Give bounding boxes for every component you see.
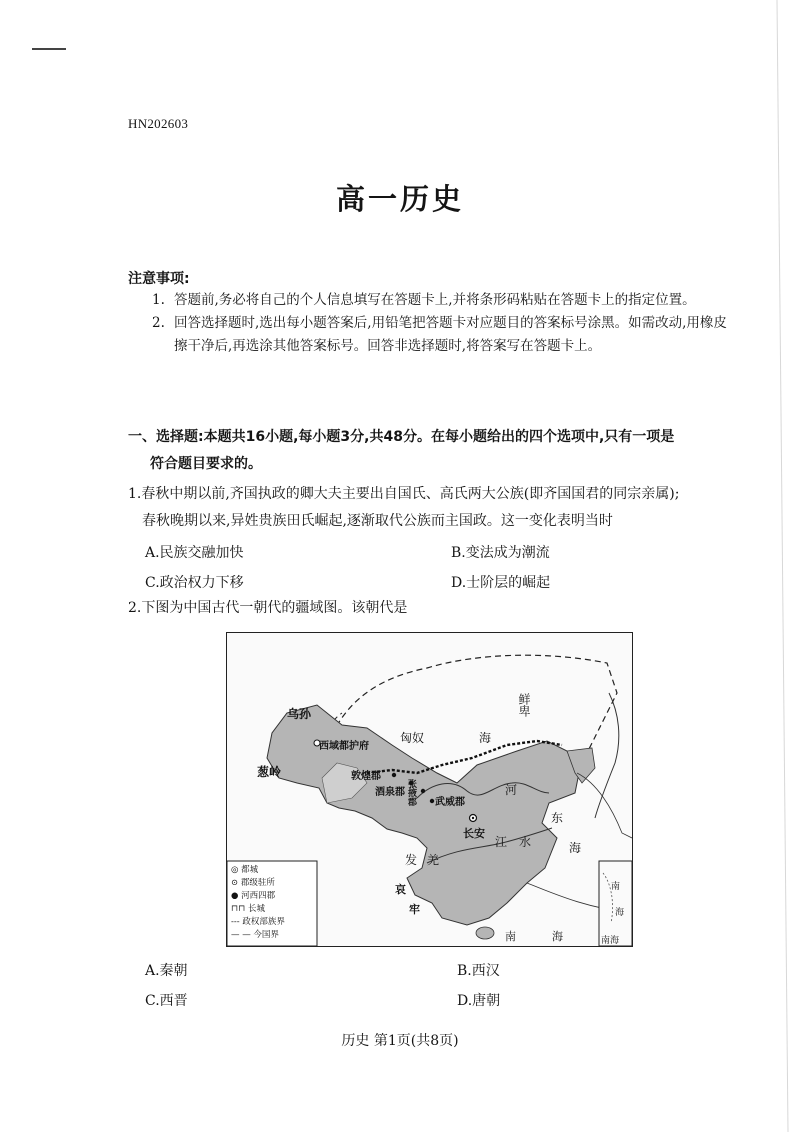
notice-item-text: 答题前,务必将自己的个人信息填写在答题卡上,并将条形码粘贴在答题卡上的指定位置。 (174, 292, 696, 308)
notice-list (148, 289, 738, 358)
option-d[interactable]: D.唐朝 (457, 993, 501, 1009)
option-c[interactable]: C.西晋 (145, 993, 188, 1009)
question-1 (128, 481, 743, 535)
label-lao: 牢 (409, 903, 420, 916)
label-nan: 南 (505, 930, 516, 943)
exam-code: HN202603 (128, 116, 189, 131)
territory-map (226, 632, 633, 947)
legend-border-icon: --- (231, 917, 240, 927)
legend-capital-icon: ◎ (231, 865, 239, 875)
page-footer: 历史 第1页(共8页) (341, 1033, 459, 1049)
inset-title: 南海 (601, 936, 620, 946)
option-d[interactable]: D.士阶层的崛起 (451, 575, 551, 591)
notice-item-2 (148, 312, 738, 358)
question-2-stem: 2.下图为中国古代一朝代的疆域图。该朝代是 (128, 600, 408, 616)
label-shui: 水 (519, 835, 532, 849)
legend-hexi-icon: ● (231, 891, 239, 901)
inset-nan: 南 (611, 882, 621, 892)
section-line-1: 一、选择题:本题共16小题,每小题3分,共48分。在每小题给出的四个选项中,只有一项是 (128, 429, 675, 445)
corner-mark (32, 48, 66, 50)
option-c[interactable]: C.政治权力下移 (145, 575, 244, 591)
label-xiongnu: 匈奴 (400, 731, 425, 745)
label-nu: 海 (479, 731, 492, 745)
label-xianbei: 鲜卑 (517, 693, 531, 717)
question-1-line-2: 春秋晚期以来,异姓贵族田氏崛起,逐渐取代公族而主国政。这一变化表明当时 (142, 513, 613, 529)
option-a[interactable]: A.民族交融加快 (145, 545, 244, 561)
legend-wall-icon: ⊓⊓ (231, 904, 246, 914)
label-dunhuang: 敦煌郡 (351, 771, 381, 782)
label-hai2: 海 (552, 930, 563, 943)
label-fa: 发 (405, 853, 418, 867)
label-wuwei: 武威郡 (435, 797, 465, 808)
label-wusun: 乌孙 (287, 707, 312, 721)
section-line-2: 符合题目要求的。 (150, 456, 262, 472)
legend-modern-border-icon: — — (231, 930, 251, 940)
inset-hai: 海 (615, 908, 625, 918)
label-qiang: 羌 (427, 853, 440, 867)
label-xiyu: 西域都护府 (319, 741, 369, 752)
legend-item: ⊓⊓ 长城 (231, 904, 265, 914)
option-a[interactable]: A.秦朝 (145, 963, 188, 979)
question-1-line-1: 1.春秋中期以前,齐国执政的卿大夫主要出自国氏、高氏两大公族(即齐国国君的同宗亲属); (128, 486, 680, 502)
option-b[interactable]: B.变法成为潮流 (451, 545, 550, 561)
label-changan: 长安 (463, 827, 485, 840)
legend-item: — — 今国界 (231, 930, 279, 940)
notice-heading: 注意事项: (128, 271, 190, 287)
label-jiang: 江 (495, 835, 508, 849)
map-legend (231, 864, 285, 942)
option-b[interactable]: B.西汉 (457, 963, 500, 979)
label-dong: 东 (551, 811, 564, 825)
legend-item: ◎ 都城 (231, 865, 259, 875)
legend-item: ⊙ 郡级驻所 (231, 878, 275, 888)
page-title: 高一历史 (335, 182, 464, 216)
label-jiuquan: 酒泉郡 (375, 787, 405, 798)
label-congling: 葱岭 (257, 765, 282, 779)
legend-item: ● 河西四郡 (231, 891, 276, 901)
label-hai: 海 (569, 841, 582, 855)
section-heading (128, 424, 738, 478)
notice-item-1 (148, 289, 738, 312)
label-ai: 哀 (395, 883, 406, 896)
notice-item-number: 2. (152, 315, 165, 331)
label-he: 河 (505, 783, 518, 797)
map-svg (227, 633, 632, 946)
notice-item-number: 1. (152, 292, 165, 308)
notice-item-text: 回答选择题时,选出每小题答案后,用铅笔把答题卡对应题目的答案标号涂黑。如需改动,用橡皮擦干净后,再选涂其他答案标号。回答非选择题时,将答案写在答题卡上。 (174, 315, 727, 354)
label-zhangye: 张掖郡 (406, 779, 416, 806)
question-2 (128, 595, 743, 622)
legend-item: --- 政权部族界 (231, 917, 285, 927)
legend-seat-icon: ⊙ (231, 878, 239, 888)
